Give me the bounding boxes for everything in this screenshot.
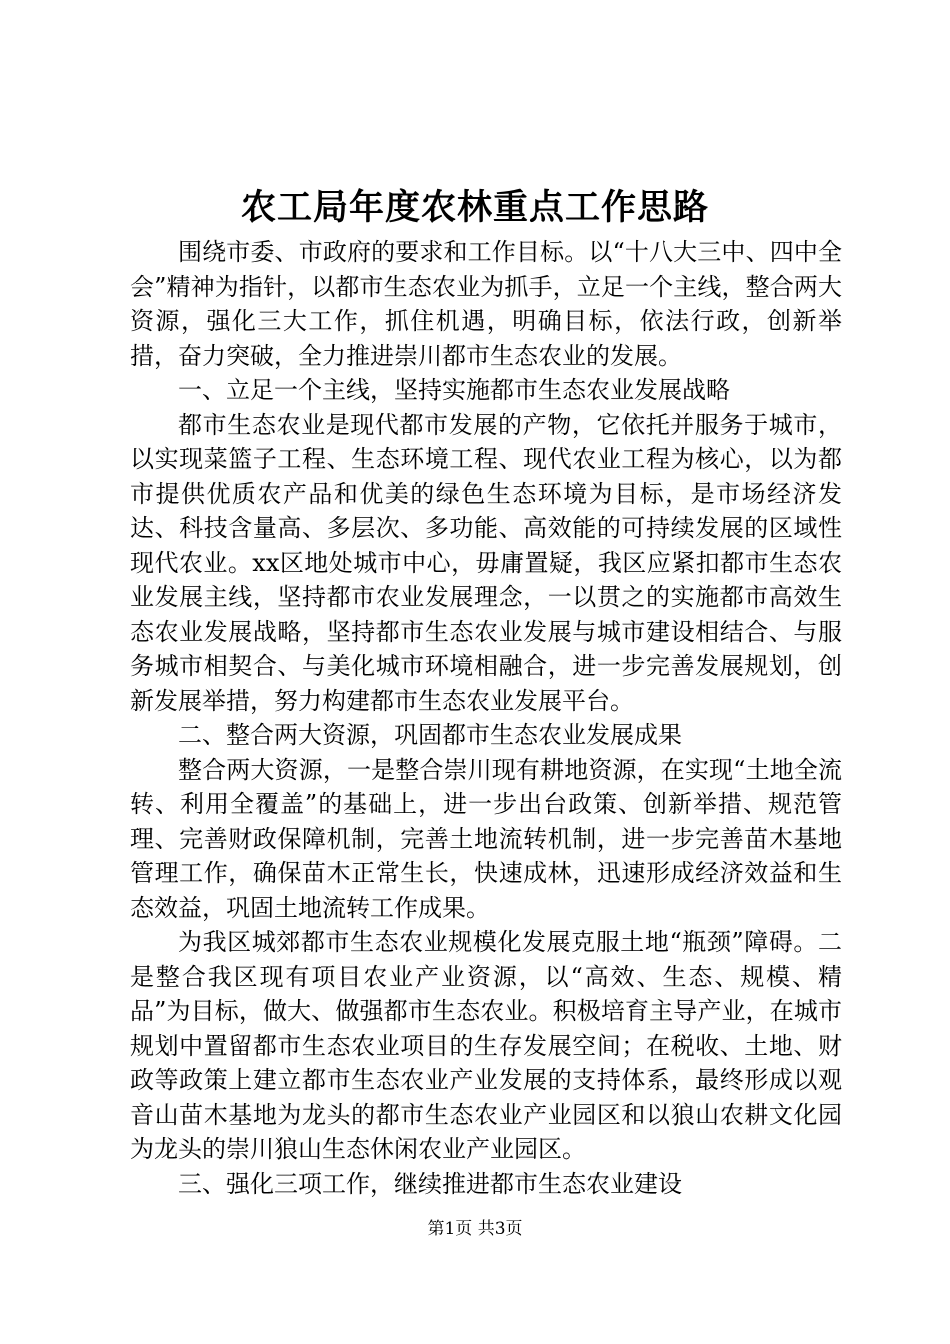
document-title: 农工局年度农林重点工作思路 — [240, 187, 709, 228]
section-1-paragraph: 都市生态农业是现代都市发展的产物，它依托并服务于城市，以实现菜篮子工程、生态环境工程、现代农业工程为核心，以为都市提供优质农产品和优美的绿色生态环境为目标，是市场经济发达、科技含量高、多层次、多功能、高效能的可持续发展的区域性现代农业。xx区地处城市中心，毋庸置疑，我区应紧扣都市生态农业发展主线，坚持都市农业发展理念，一以贯之的实施都市高效生态农业发展战略，坚持都市生态农业发展与城市建设相结合、与服务城市相契合、与美化城市环境相融合，进一步完善发展规划，创新发展举措，努力构建都市生态农业发展平台。 — [130, 410, 842, 715]
section-heading-3: 三、强化三项工作，继续推进都市生态农业建设 — [178, 1169, 682, 1198]
section-2-paragraph-1: 整合两大资源，一是整合崇川现有耕地资源，在实现“土地全流转、利用全覆盖”的基础上，进一步出台政策、创新举措、规范管理、完善财政保障机制，完善土地流转机制，进一步完善苗木基地管理工作，确保苗木正常生长，快速成林，迅速形成经济效益和生态效益，巩固土地流转工作成果。 — [130, 755, 842, 922]
section-2-paragraph-2: 为我区城郊都市生态农业规模化发展克服土地“瓶颈”障碍。二是整合我区现有项目农业产业资源，以“高效、生态、规模、精品”为目标，做大、做强都市生态农业。积极培育主导产业，在城市规划中置留都市生态农业项目的生存发展空间；在税收、土地、财政等政策上建立都市生态农业产业发展的支持体系，最终形成以观音山苗木基地为龙头的都市生态农业产业园区和以狼山农耕文化园为龙头的崇川狼山生态休闲农业产业园区。 — [130, 928, 842, 1163]
page-number-footer: 第1页 共3页 — [427, 1219, 523, 1239]
section-heading-1: 一、立足一个主线，坚持实施都市生态农业发展战略 — [178, 376, 730, 404]
document-body — [130, 235, 842, 1201]
intro-paragraph: 围绕市委、市政府的要求和工作目标。以“十八大三中、四中全会”精神为指针，以都市生态农业为抓手，立足一个主线，整合两大资源，强化三大工作，抓住机遇，明确目标，依法行政，创新举措，奋力突破，全力推进崇川都市生态农业的发展。 — [130, 238, 842, 370]
section-heading-2: 二、整合两大资源，巩固都市生态农业发展成果 — [178, 721, 682, 749]
